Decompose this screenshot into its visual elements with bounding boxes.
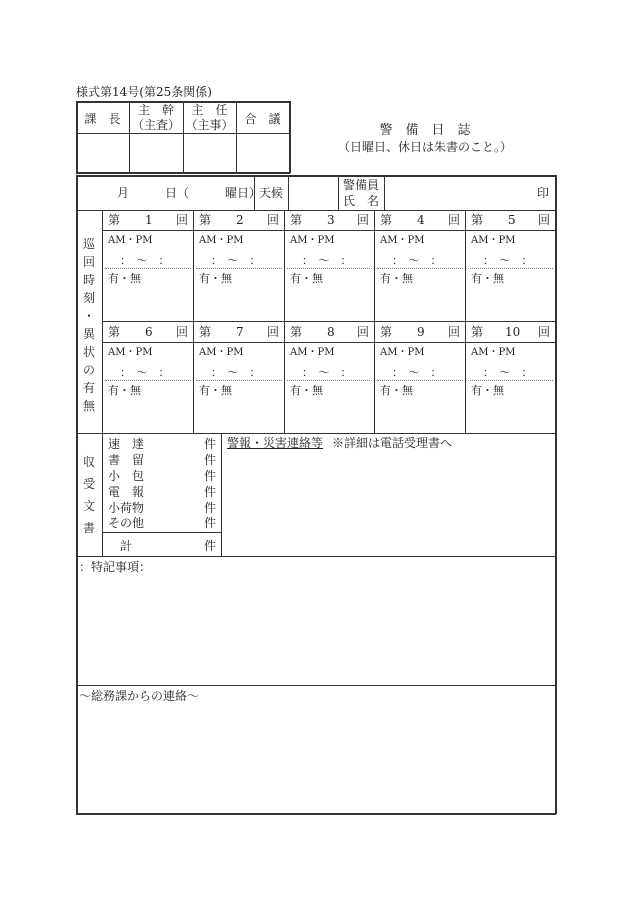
mail-item-label: 電 報: [108, 485, 145, 499]
round-prefix: 第: [290, 325, 303, 339]
mail-item-unit: 件: [204, 501, 217, 515]
round-prefix: 第: [471, 325, 484, 339]
time-range-field: ： ～ ：: [392, 366, 442, 379]
round-number: 7: [236, 325, 244, 339]
weather-label: 天候: [258, 186, 283, 200]
round-number: 4: [417, 213, 425, 227]
page-title: 警 備 日 誌: [379, 123, 471, 138]
time-range-field: ： ～ ：: [120, 366, 170, 379]
round-prefix: 第: [108, 325, 121, 339]
mail-side-char: 書: [83, 521, 96, 535]
round-suffix: 回: [538, 213, 551, 227]
ampm-label: AM・PM: [380, 235, 425, 246]
anomaly-field: 有・無: [290, 384, 323, 397]
mail-item-label: その他: [108, 516, 145, 530]
anomaly-field: 有・無: [471, 384, 504, 397]
round-suffix: 回: [538, 325, 551, 339]
mail-item-label: 小 包: [108, 469, 145, 483]
ampm-label: AM・PM: [471, 347, 516, 358]
round-suffix: 回: [176, 213, 189, 227]
guard-name-label: 氏 名: [342, 194, 379, 208]
approval-header-consult: 合 議: [244, 112, 281, 126]
mail-total-unit: 件: [204, 539, 217, 553]
time-range-field: ： ～ ：: [211, 366, 261, 379]
approval-header-senior-sub: （主事）: [185, 118, 234, 132]
anomaly-field: 有・無: [471, 272, 504, 285]
round-suffix: 回: [267, 213, 280, 227]
ampm-label: AM・PM: [290, 347, 335, 358]
approval-header-chief: 主 幹: [137, 103, 174, 117]
time-range-field: ： ～ ：: [302, 366, 352, 379]
round-suffix: 回: [357, 213, 370, 227]
ampm-label: AM・PM: [108, 235, 153, 246]
patrol-side-char: の: [83, 363, 96, 377]
round-prefix: 第: [199, 213, 212, 227]
ampm-label: AM・PM: [108, 347, 153, 358]
seal-mark: 印: [537, 186, 550, 200]
mail-item-label: 速 達: [108, 437, 145, 451]
round-number: 1: [145, 213, 153, 227]
patrol-side-char: 有: [83, 381, 96, 395]
mail-side-char: 文: [83, 499, 96, 513]
round-suffix: 回: [448, 325, 461, 339]
patrol-side-char: ・: [83, 309, 96, 323]
date-field: 月 日（ 曜日）: [117, 186, 262, 200]
ampm-label: AM・PM: [380, 347, 425, 358]
anomaly-field: 有・無: [108, 272, 141, 285]
ampm-label: AM・PM: [199, 347, 244, 358]
mail-item-label: 書 留: [108, 453, 145, 467]
alarm-note: ※詳細は電話受理書へ: [332, 436, 453, 450]
approval-header-senior: 主 任: [191, 103, 228, 117]
round-prefix: 第: [290, 213, 303, 227]
time-range-field: ： ～ ：: [392, 254, 442, 267]
mail-item-unit: 件: [204, 453, 217, 467]
alarm-label: 警報・災害連絡等: [227, 436, 324, 450]
round-prefix: 第: [471, 213, 484, 227]
patrol-side-char: 時: [83, 273, 96, 287]
round-number: 10: [505, 325, 521, 339]
patrol-side-char: 刻: [83, 291, 96, 305]
special-notes-label: ：特記事項：: [79, 560, 152, 574]
round-prefix: 第: [199, 325, 212, 339]
guard-label: 警備員: [342, 178, 379, 192]
mail-item-label: 小荷物: [108, 501, 145, 515]
anomaly-field: 有・無: [108, 384, 141, 397]
patrol-side-char: 巡: [83, 237, 96, 251]
round-number: 5: [508, 213, 516, 227]
ampm-label: AM・PM: [199, 235, 244, 246]
round-number: 8: [327, 325, 335, 339]
round-suffix: 回: [357, 325, 370, 339]
round-number: 9: [417, 325, 425, 339]
ampm-label: AM・PM: [471, 235, 516, 246]
round-suffix: 回: [448, 213, 461, 227]
patrol-side-char: 状: [83, 345, 96, 359]
ampm-label: AM・PM: [290, 235, 335, 246]
round-number: 2: [236, 213, 244, 227]
general-affairs-label: ～総務課からの連絡～: [79, 689, 200, 703]
form-number: 様式第14号(第25条関係): [76, 85, 212, 99]
approval-header-chief-sub: （主査）: [131, 118, 180, 132]
anomaly-field: 有・無: [380, 272, 413, 285]
patrol-side-char: 異: [83, 327, 96, 341]
anomaly-field: 有・無: [199, 272, 232, 285]
page-subtitle: （日曜日、休日は朱書のこと。）: [337, 140, 512, 154]
anomaly-field: 有・無: [380, 384, 413, 397]
time-range-field: ： ～ ：: [302, 254, 352, 267]
round-number: 3: [327, 213, 335, 227]
time-range-field: ： ～ ：: [120, 254, 170, 267]
time-range-field: ： ～ ：: [483, 254, 533, 267]
round-prefix: 第: [108, 213, 121, 227]
round-prefix: 第: [380, 325, 393, 339]
time-range-field: ： ～ ：: [483, 366, 533, 379]
mail-side-char: 収: [83, 455, 96, 469]
anomaly-field: 有・無: [199, 384, 232, 397]
mail-side-char: 受: [83, 477, 96, 491]
patrol-side-char: 無: [83, 399, 96, 413]
mail-item-unit: 件: [204, 516, 217, 530]
round-number: 6: [145, 325, 153, 339]
patrol-side-char: 回: [83, 255, 96, 269]
mail-item-unit: 件: [204, 469, 217, 483]
round-suffix: 回: [267, 325, 280, 339]
mail-total-label: 計: [120, 539, 133, 553]
mail-item-unit: 件: [204, 437, 217, 451]
round-prefix: 第: [380, 213, 393, 227]
anomaly-field: 有・無: [290, 272, 323, 285]
round-suffix: 回: [176, 325, 189, 339]
approval-header-manager: 課 長: [84, 112, 121, 126]
time-range-field: ： ～ ：: [211, 254, 261, 267]
mail-item-unit: 件: [204, 485, 217, 499]
